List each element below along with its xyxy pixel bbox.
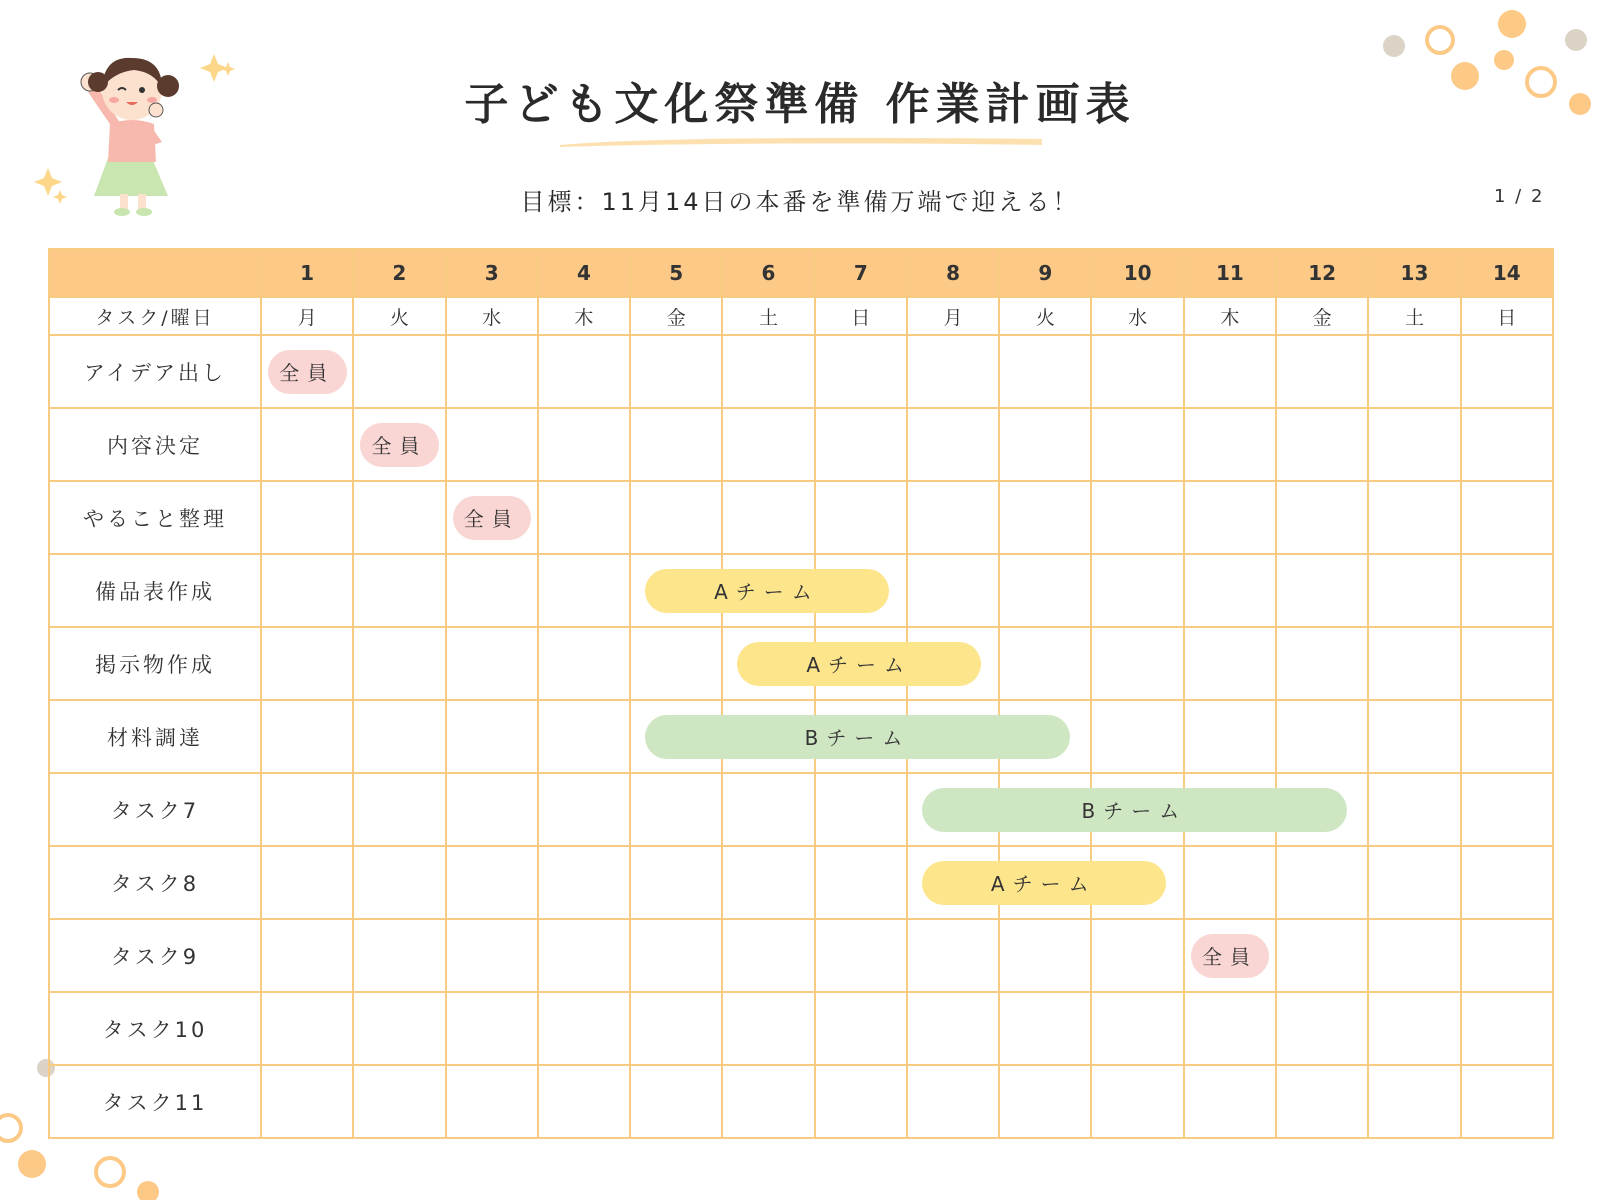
weekday-cell: 土: [1368, 297, 1460, 335]
goal-text: 目標：11月14日の本番を準備万端で迎える！: [520, 188, 1080, 216]
day-number-cell: 6: [722, 249, 814, 297]
schedule-cell[interactable]: [815, 773, 907, 846]
schedule-cell[interactable]: [538, 554, 630, 627]
task-name: タスク7: [49, 773, 261, 846]
schedule-cell[interactable]: [353, 335, 445, 408]
schedule-cell[interactable]: [630, 700, 911, 773]
assignee-everyone-badge[interactable]: 全員: [1191, 934, 1270, 978]
day-number-cell: 8: [907, 249, 999, 297]
task-name: 内容決定: [49, 408, 261, 481]
weekday-cell: 金: [630, 297, 722, 335]
schedule-cell[interactable]: [1461, 481, 1553, 554]
schedule-cell[interactable]: [446, 554, 538, 627]
weekday-cell: 日: [1461, 297, 1553, 335]
schedule-cell[interactable]: [353, 846, 445, 919]
schedule-cell[interactable]: [538, 846, 630, 919]
schedule-cell[interactable]: [999, 1065, 1091, 1138]
day-number-cell: 12: [1276, 249, 1368, 297]
schedule-cell[interactable]: [722, 408, 814, 481]
weekday-cell: 木: [538, 297, 630, 335]
schedule-cell[interactable]: [907, 846, 1097, 919]
schedule-cell[interactable]: [999, 408, 1091, 481]
schedule-cell[interactable]: [1461, 627, 1553, 700]
schedule-cell[interactable]: [1368, 773, 1460, 846]
task-name: 材料調達: [49, 700, 261, 773]
schedule-cell[interactable]: [722, 773, 814, 846]
schedule-table: [48, 248, 1554, 1139]
schedule-cell[interactable]: [538, 627, 630, 700]
task-name: タスク8: [49, 846, 261, 919]
schedule-cell[interactable]: [1276, 919, 1368, 992]
day-number-cell: 9: [999, 249, 1091, 297]
day-number-cell: 4: [538, 249, 630, 297]
schedule-cell[interactable]: [538, 335, 630, 408]
schedule-cell[interactable]: [538, 992, 630, 1065]
header-corner-cell: [49, 249, 261, 297]
schedule-cell[interactable]: [1276, 408, 1368, 481]
task-row: [49, 554, 1553, 627]
schedule-cell[interactable]: [446, 1065, 538, 1138]
schedule-cell[interactable]: [261, 992, 353, 1065]
schedule-cell[interactable]: [1368, 554, 1460, 627]
schedule-cell[interactable]: [1461, 335, 1553, 408]
schedule-cell[interactable]: [1276, 1065, 1368, 1138]
schedule-cell[interactable]: [1091, 554, 1183, 627]
schedule-cell[interactable]: [630, 1065, 722, 1138]
schedule-cell[interactable]: [815, 846, 907, 919]
schedule-cell[interactable]: [630, 335, 722, 408]
schedule-cell[interactable]: [999, 992, 1091, 1065]
schedule-cell[interactable]: [815, 408, 907, 481]
schedule-cell[interactable]: [1368, 919, 1460, 992]
task-row: [49, 773, 1553, 846]
schedule-cell[interactable]: [1091, 919, 1183, 992]
weekday-cell: 金: [1276, 297, 1368, 335]
schedule-cell[interactable]: [1461, 846, 1553, 919]
schedule-cell[interactable]: [1091, 1065, 1183, 1138]
schedule-cell[interactable]: [261, 335, 353, 408]
schedule-cell[interactable]: [446, 481, 538, 554]
task-name: タスク9: [49, 919, 261, 992]
schedule-cell[interactable]: [1276, 700, 1368, 773]
task-row: [49, 481, 1553, 554]
task-row: [49, 408, 1553, 481]
schedule-cell[interactable]: [907, 481, 999, 554]
schedule-cell[interactable]: [446, 846, 538, 919]
weekday-row-label: タスク/曜日: [49, 297, 261, 335]
schedule-cell[interactable]: [815, 992, 907, 1065]
day-number-row: [49, 249, 1553, 297]
schedule-cell[interactable]: [1184, 554, 1276, 627]
weekday-cell: 日: [815, 297, 907, 335]
schedule-cell[interactable]: [630, 481, 722, 554]
schedule-cell[interactable]: [1461, 554, 1553, 627]
schedule-cell[interactable]: [1461, 773, 1553, 846]
schedule-cell[interactable]: [722, 846, 814, 919]
day-number-cell: 1: [261, 249, 353, 297]
schedule-cell[interactable]: [261, 481, 353, 554]
assignee-team-a-bar[interactable]: Aチーム: [922, 861, 1166, 905]
assignee-team-b-bar[interactable]: Bチーム: [645, 715, 1070, 759]
assignee-team-b-bar[interactable]: Bチーム: [922, 788, 1347, 832]
weekday-cell: 月: [261, 297, 353, 335]
task-name: 備品表作成: [49, 554, 261, 627]
schedule-cell[interactable]: [1184, 992, 1276, 1065]
task-row: [49, 919, 1553, 992]
schedule-cell[interactable]: [261, 1065, 353, 1138]
task-row: [49, 1065, 1553, 1138]
schedule-cell[interactable]: [907, 773, 1188, 846]
weekday-cell: 土: [722, 297, 814, 335]
schedule-cell[interactable]: [446, 919, 538, 992]
schedule-cell[interactable]: [1091, 335, 1183, 408]
schedule-cell[interactable]: [1091, 700, 1183, 773]
task-row: [49, 335, 1553, 408]
schedule-cell[interactable]: [999, 554, 1091, 627]
schedule-cell[interactable]: [446, 627, 538, 700]
schedule-cell[interactable]: [1184, 846, 1276, 919]
schedule-cell[interactable]: [446, 700, 538, 773]
schedule-cell[interactable]: [446, 773, 538, 846]
schedule-cell[interactable]: [999, 627, 1091, 700]
day-number-cell: 10: [1091, 249, 1183, 297]
schedule-cell[interactable]: [353, 773, 445, 846]
schedule-cell[interactable]: [538, 1065, 630, 1138]
weekday-cell: 水: [1091, 297, 1183, 335]
schedule-cell[interactable]: [1184, 335, 1276, 408]
task-name: やること整理: [49, 481, 261, 554]
schedule-cell[interactable]: [1184, 627, 1276, 700]
schedule-cell[interactable]: [999, 335, 1091, 408]
weekday-cell: 火: [353, 297, 445, 335]
schedule-cell[interactable]: [815, 919, 907, 992]
schedule-cell[interactable]: [907, 408, 999, 481]
schedule-cell[interactable]: [538, 773, 630, 846]
schedule-cell[interactable]: [261, 846, 353, 919]
schedule-cell[interactable]: [1184, 919, 1276, 992]
schedule-cell[interactable]: [722, 335, 814, 408]
schedule-cell[interactable]: [261, 554, 353, 627]
weekday-cell: 月: [907, 297, 999, 335]
weekday-cell: 木: [1184, 297, 1276, 335]
schedule-cell[interactable]: [1368, 408, 1460, 481]
schedule-cell[interactable]: [446, 408, 538, 481]
schedule-cell[interactable]: [815, 481, 907, 554]
schedule-cell[interactable]: [630, 919, 722, 992]
schedule-cell[interactable]: [630, 773, 722, 846]
page-title: 子ども文化祭準備 作業計画表: [464, 79, 1136, 130]
schedule-cell[interactable]: [261, 627, 353, 700]
title-underline: [556, 133, 1046, 149]
schedule-cell[interactable]: [538, 919, 630, 992]
schedule-cell[interactable]: [1461, 1065, 1553, 1138]
assignee-everyone-badge[interactable]: 全員: [268, 350, 347, 394]
schedule-cell[interactable]: [261, 700, 353, 773]
page-indicator: 1 / 2: [1494, 186, 1545, 207]
schedule-cell[interactable]: [1368, 1065, 1460, 1138]
task-row: [49, 846, 1553, 919]
schedule-cell[interactable]: [815, 335, 907, 408]
schedule-cell[interactable]: [538, 481, 630, 554]
schedule-cell[interactable]: [261, 919, 353, 992]
schedule-cell[interactable]: [446, 992, 538, 1065]
schedule-cell[interactable]: [1276, 846, 1368, 919]
schedule-cell[interactable]: [1184, 408, 1276, 481]
schedule-cell[interactable]: [630, 554, 820, 627]
schedule-cell[interactable]: [1184, 481, 1276, 554]
schedule-cell[interactable]: [353, 408, 445, 481]
weekday-cell: 水: [446, 297, 538, 335]
schedule-cell[interactable]: [353, 554, 445, 627]
schedule-cell[interactable]: [722, 919, 814, 992]
task-row: [49, 700, 1553, 773]
assignee-everyone-badge[interactable]: 全員: [453, 496, 532, 540]
schedule-cell[interactable]: [907, 554, 999, 627]
schedule-cell[interactable]: [630, 992, 722, 1065]
day-number-cell: 2: [353, 249, 445, 297]
task-name: タスク10: [49, 992, 261, 1065]
schedule-cell[interactable]: [1091, 481, 1183, 554]
schedule-cell[interactable]: [446, 335, 538, 408]
weekday-row: [49, 297, 1553, 335]
schedule-cell[interactable]: [907, 335, 999, 408]
schedule-cell[interactable]: [722, 481, 814, 554]
schedule-cell[interactable]: [1368, 627, 1460, 700]
schedule-cell[interactable]: [1276, 481, 1368, 554]
day-number-cell: 13: [1368, 249, 1460, 297]
schedule-cell[interactable]: [1368, 992, 1460, 1065]
day-number-cell: 11: [1184, 249, 1276, 297]
schedule-cell[interactable]: [538, 408, 630, 481]
assignee-everyone-badge[interactable]: 全員: [360, 423, 439, 467]
schedule-cell[interactable]: [907, 992, 999, 1065]
day-number-cell: 5: [630, 249, 722, 297]
schedule-cell[interactable]: [1276, 554, 1368, 627]
schedule-cell[interactable]: [1461, 919, 1553, 992]
schedule-cell[interactable]: [1091, 408, 1183, 481]
schedule-cell[interactable]: [722, 627, 913, 700]
schedule-cell[interactable]: [353, 627, 445, 700]
day-number-cell: 3: [446, 249, 538, 297]
task-row: [49, 627, 1553, 700]
schedule-cell[interactable]: [1368, 700, 1460, 773]
schedule-cell[interactable]: [1276, 627, 1368, 700]
schedule-cell[interactable]: [261, 408, 353, 481]
schedule-cell[interactable]: [907, 919, 999, 992]
task-name: アイデア出し: [49, 335, 261, 408]
schedule-cell[interactable]: [1461, 408, 1553, 481]
task-name: 掲示物作成: [49, 627, 261, 700]
schedule-cell[interactable]: [1276, 335, 1368, 408]
schedule-cell[interactable]: [630, 846, 722, 919]
schedule-cell[interactable]: [1461, 992, 1553, 1065]
schedule-cell[interactable]: [907, 1065, 999, 1138]
schedule-cell[interactable]: [353, 1065, 445, 1138]
task-row: [49, 992, 1553, 1065]
schedule-cell[interactable]: [1091, 627, 1183, 700]
schedule-cell[interactable]: [1184, 700, 1276, 773]
schedule-cell[interactable]: [1461, 700, 1553, 773]
schedule-cell[interactable]: [722, 1065, 814, 1138]
schedule-cell[interactable]: [353, 481, 445, 554]
schedule-cell[interactable]: [1368, 335, 1460, 408]
schedule-cell[interactable]: [1184, 1065, 1276, 1138]
schedule-cell[interactable]: [815, 1065, 907, 1138]
schedule-cell[interactable]: [630, 627, 722, 700]
schedule-cell[interactable]: [261, 773, 353, 846]
schedule-cell[interactable]: [353, 992, 445, 1065]
schedule-cell[interactable]: [1368, 846, 1460, 919]
schedule-cell[interactable]: [1091, 992, 1183, 1065]
day-number-cell: 7: [815, 249, 907, 297]
schedule-cell[interactable]: [1276, 992, 1368, 1065]
assignee-team-a-bar[interactable]: Aチーム: [645, 569, 889, 613]
schedule-cell[interactable]: [722, 992, 814, 1065]
schedule-cell[interactable]: [1368, 481, 1460, 554]
schedule-cell[interactable]: [999, 919, 1091, 992]
schedule-cell[interactable]: [999, 481, 1091, 554]
schedule-cell[interactable]: [538, 700, 630, 773]
task-name: タスク11: [49, 1065, 261, 1138]
day-number-cell: 14: [1461, 249, 1553, 297]
schedule-cell[interactable]: [353, 700, 445, 773]
assignee-team-a-bar[interactable]: Aチーム: [737, 642, 981, 686]
weekday-cell: 火: [999, 297, 1091, 335]
schedule-cell[interactable]: [353, 919, 445, 992]
schedule-cell[interactable]: [630, 408, 722, 481]
